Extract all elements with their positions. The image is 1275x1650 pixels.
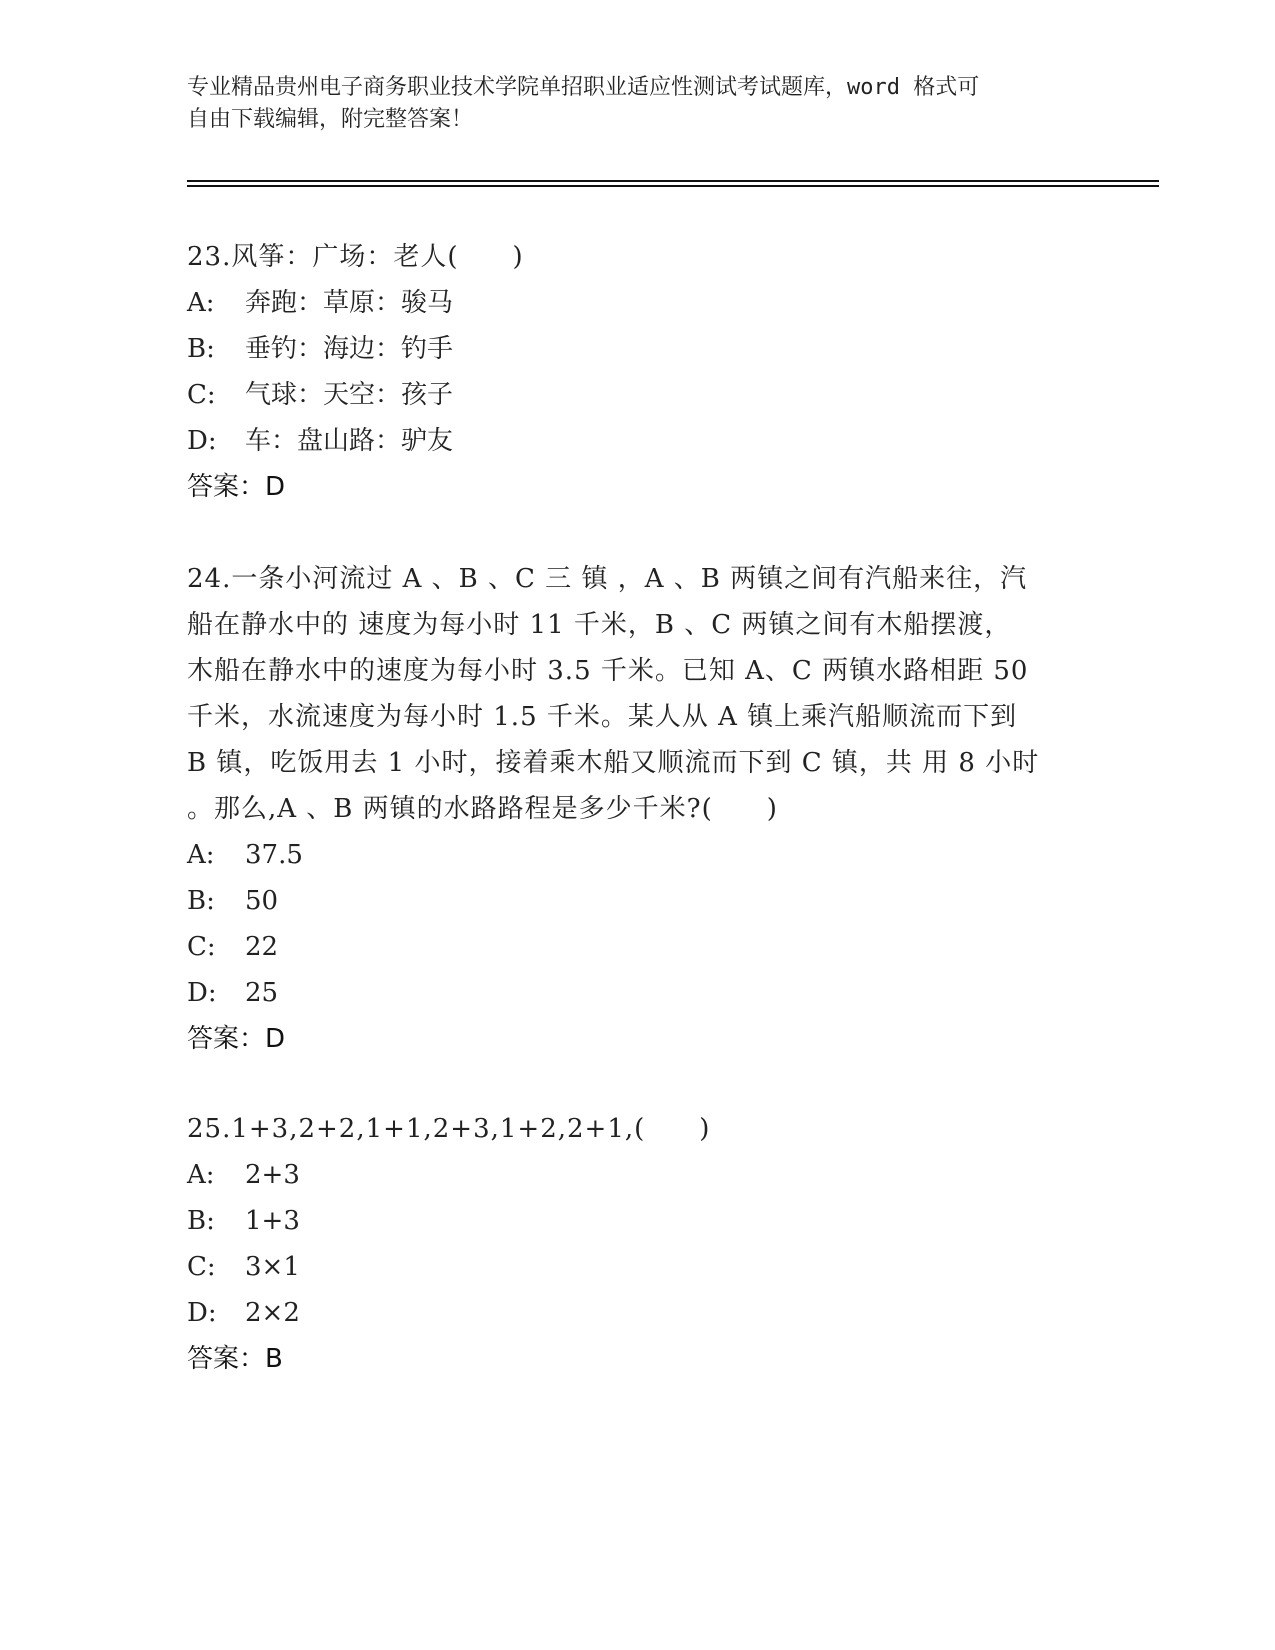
option-key: C: [187,1252,216,1282]
question-stem: 25.1+3,2+2,1+1,2+3,1+2,2+1,( ) [187,1114,711,1144]
option-text: 3×1 [245,1252,300,1282]
option-b [187,1198,1087,1244]
option-key: A: [187,288,215,318]
option-a [187,832,1087,878]
question-stem-line: 木船在静水中的速度为每小时 3.5 千米。已知 A、C 两镇水路相距 50 [187,656,1029,686]
option-text: 2+3 [245,1160,300,1190]
header-divider-bottom [187,185,1159,187]
option-text: 50 [245,886,279,916]
answer-line: 答案：D [187,1024,286,1054]
option-a [187,1152,1087,1198]
header-line-1: 专业精品贵州电子商务职业技术学院单招职业适应性测试考试题库，word 格式可 [187,75,980,100]
option-key: B: [187,1206,215,1236]
question-25 [187,1106,1087,1382]
option-d [187,418,1087,464]
document-header [187,72,1087,136]
option-b [187,326,1087,372]
option-text: 垂钓：海边：钓手 [245,334,454,364]
option-key: D: [187,426,217,456]
question-stem-line: B 镇，吃饭用去 1 小时，接着乘木船又顺流而下到 C 镇，共 用 8 小时 [187,748,1040,778]
option-a [187,280,1087,326]
option-c [187,924,1087,970]
option-text: 气球：天空：孩子 [245,380,454,410]
option-key: A: [187,840,215,870]
question-stem-line: 千米，水流速度为每小时 1.5 千米。某人从 A 镇上乘汽船顺流而下到 [187,702,1018,732]
option-b [187,878,1087,924]
question-24 [187,556,1087,1062]
option-text: 2×2 [245,1298,300,1328]
option-text: 37.5 [245,840,303,870]
option-c [187,372,1087,418]
option-key: B: [187,886,215,916]
option-key: D: [187,1298,217,1328]
answer-line: 答案：B [187,1344,283,1374]
question-stem-line: 船在静水中的 速度为每小时 11 千米，B 、C 两镇之间有木船摆渡， [187,610,1012,640]
question-stem: 23.风筝：广场：老人( ) [187,242,524,272]
header-line-2: 自由下载编辑，附完整答案！ [187,107,474,132]
option-c [187,1244,1087,1290]
option-d [187,1290,1087,1336]
question-stem-line: 。那么,A 、B 两镇的水路路程是多少千米?( ) [187,794,778,824]
option-text: 车：盘山路：驴友 [245,426,454,456]
option-key: A: [187,1160,215,1190]
option-text: 奔跑：草原：骏马 [245,288,454,318]
option-d [187,970,1087,1016]
option-key: D: [187,978,217,1008]
option-key: C: [187,932,216,962]
question-stem-line: 24.一条小河流过 A 、B 、C 三 镇 ，A 、B 两镇之间有汽船来往，汽 [187,564,1028,594]
answer-line: 答案：D [187,472,286,502]
question-23 [187,234,1087,510]
option-key: C: [187,380,216,410]
header-divider-top [187,180,1159,182]
option-text: 25 [245,978,279,1008]
option-key: B: [187,334,215,364]
option-text: 22 [245,932,279,962]
option-text: 1+3 [245,1206,300,1236]
